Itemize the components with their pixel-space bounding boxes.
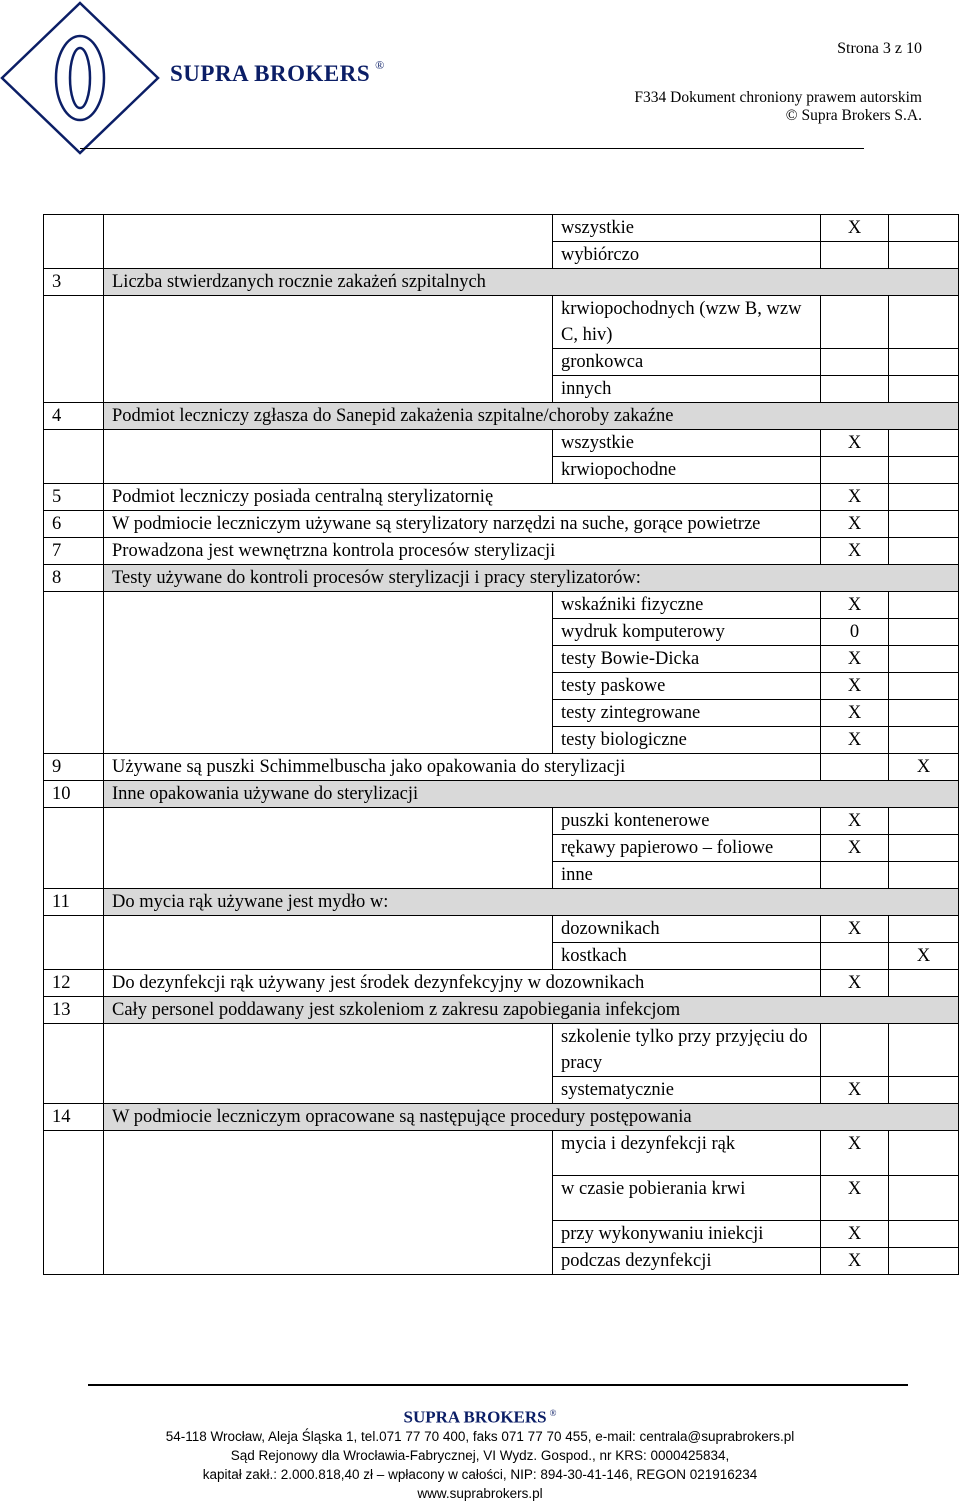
- question-row: [44, 889, 959, 916]
- answer-mark-yes: [821, 862, 889, 889]
- question-text: Liczba stwierdzanych rocznie zakażeń szpitalnych: [104, 269, 959, 296]
- question-number: 4: [44, 403, 104, 430]
- answer-mark-yes: X: [821, 1221, 889, 1248]
- empty-number-cell: [44, 430, 104, 484]
- answer-mark-no: [889, 1248, 959, 1275]
- survey-item-row: [44, 970, 959, 997]
- option-row: [44, 808, 959, 835]
- answer-mark-no: [889, 592, 959, 619]
- footer-capital: kapitał zakł.: 2.000.818,40 zł – wpłacony w całości, NIP: 894-30-41-146, REGON 021916234: [202, 1466, 758, 1482]
- answer-mark-yes: [821, 754, 889, 781]
- empty-label-cell: [104, 1131, 553, 1275]
- question-row: [44, 403, 959, 430]
- empty-label-cell: [104, 296, 553, 403]
- answer-mark-no: [889, 673, 959, 700]
- answer-mark-no: [889, 970, 959, 997]
- copyright-line: © Supra Brokers S.A.: [785, 107, 922, 124]
- option-label: testy zintegrowane: [553, 700, 821, 727]
- answer-mark-no: [889, 511, 959, 538]
- empty-number-cell: [44, 1131, 104, 1275]
- question-row: [44, 565, 959, 592]
- answer-mark-no: [889, 457, 959, 484]
- option-label: rękawy papierowo – foliowe: [553, 835, 821, 862]
- answer-mark-yes: X: [821, 538, 889, 565]
- answer-mark-yes: X: [821, 1131, 889, 1176]
- answer-mark-no: [889, 808, 959, 835]
- question-row: [44, 781, 959, 808]
- answer-mark-yes: [821, 1024, 889, 1077]
- option-label: podczas dezynfekcji: [553, 1248, 821, 1275]
- empty-label-cell: [104, 1024, 553, 1104]
- answer-mark-no: [889, 727, 959, 754]
- question-text: W podmiocie leczniczym opracowane są następujące procedury postępowania: [104, 1104, 959, 1131]
- answer-mark-no: [889, 646, 959, 673]
- empty-number-cell: [44, 592, 104, 754]
- document-id: [634, 89, 922, 125]
- answer-mark-yes: X: [821, 430, 889, 457]
- answer-mark-no: [889, 1024, 959, 1077]
- question-number: 14: [44, 1104, 104, 1131]
- question-text: Do mycia rąk używane jest mydło w:: [104, 889, 959, 916]
- item-number: 7: [44, 538, 104, 565]
- answer-mark-no: [889, 349, 959, 376]
- empty-label-cell: [104, 215, 553, 269]
- option-label: puszki kontenerowe: [553, 808, 821, 835]
- answer-mark-yes: X: [821, 700, 889, 727]
- option-label: gronkowca: [553, 349, 821, 376]
- answer-mark-yes: X: [821, 808, 889, 835]
- brand-name: SUPRA BROKERS ®: [170, 58, 385, 86]
- option-label: testy Bowie-Dicka: [553, 646, 821, 673]
- footer-divider: [88, 1384, 908, 1386]
- answer-mark-yes: X: [821, 484, 889, 511]
- answer-mark-no: [889, 1221, 959, 1248]
- answer-mark-yes: [821, 242, 889, 269]
- question-text: Testy używane do kontroli procesów sterylizacji i pracy sterylizatorów:: [104, 565, 959, 592]
- question-row: [44, 997, 959, 1024]
- option-label: krwiopochodne: [553, 457, 821, 484]
- question-number: 3: [44, 269, 104, 296]
- answer-mark-yes: X: [821, 1248, 889, 1275]
- answer-mark-yes: X: [821, 592, 889, 619]
- option-label: krwiopochodnych (wzw B, wzw C, hiv): [553, 296, 821, 349]
- option-row: [44, 296, 959, 349]
- empty-number-cell: [44, 296, 104, 403]
- answer-mark-yes: X: [821, 646, 889, 673]
- answer-mark-yes: [821, 943, 889, 970]
- document-id-line: F334 Dokument chroniony prawem autorskim: [634, 89, 922, 106]
- answer-mark-yes: X: [821, 1176, 889, 1221]
- item-number: 5: [44, 484, 104, 511]
- empty-number-cell: [44, 916, 104, 970]
- answer-mark-no: [889, 484, 959, 511]
- survey-item-row: [44, 538, 959, 565]
- option-row: [44, 430, 959, 457]
- page-number: Strona 3 z 10: [837, 40, 922, 57]
- option-label: inne: [553, 862, 821, 889]
- question-row: [44, 1104, 959, 1131]
- answer-mark-no: [889, 916, 959, 943]
- item-text: W podmiocie leczniczym używane są sterylizatory narzędzi na suche, gorące powietrze: [104, 511, 821, 538]
- option-label: testy biologiczne: [553, 727, 821, 754]
- answer-mark-no: [889, 619, 959, 646]
- footer-website: www.suprabrokers.pl: [417, 1485, 543, 1501]
- answer-mark-no: [889, 1176, 959, 1221]
- answer-mark-no: [889, 1077, 959, 1104]
- question-number: 8: [44, 565, 104, 592]
- question-number: 10: [44, 781, 104, 808]
- empty-label-cell: [104, 592, 553, 754]
- answer-mark-yes: [821, 296, 889, 349]
- survey-item-row: [44, 484, 959, 511]
- company-logo: [0, 0, 170, 155]
- empty-label-cell: [104, 808, 553, 889]
- option-label: wszystkie: [553, 430, 821, 457]
- answer-mark-yes: [821, 349, 889, 376]
- answer-mark-yes: X: [821, 916, 889, 943]
- item-text: Prowadzona jest wewnętrzna kontrola procesów sterylizacji: [104, 538, 821, 565]
- answer-mark-yes: 0: [821, 619, 889, 646]
- answer-mark-yes: X: [821, 673, 889, 700]
- empty-number-cell: [44, 215, 104, 269]
- header-divider: [80, 148, 864, 149]
- answer-mark-yes: X: [821, 215, 889, 242]
- option-row: [44, 592, 959, 619]
- item-number: 6: [44, 511, 104, 538]
- answer-mark-yes: X: [821, 970, 889, 997]
- option-row: [44, 1024, 959, 1077]
- footer-court: Sąd Rejonowy dla Wrocławia-Fabrycznej, VI Wydz. Gospod., nr KRS: 0000425834,: [230, 1447, 730, 1463]
- answer-mark-no: X: [889, 754, 959, 781]
- option-label: testy paskowe: [553, 673, 821, 700]
- item-text: Używane są puszki Schimmelbuscha jako opakowania do sterylizacji: [104, 754, 821, 781]
- option-label: wszystkie: [553, 215, 821, 242]
- answer-mark-yes: X: [821, 511, 889, 538]
- answer-mark-no: [889, 242, 959, 269]
- item-number: 9: [44, 754, 104, 781]
- footer-address: 54-118 Wrocław, Aleja Śląska 1, tel.071 77 70 400, faks 071 77 70 455, e-mail: centrala@suprabrokers.pl: [165, 1428, 795, 1444]
- answer-mark-no: [889, 376, 959, 403]
- empty-number-cell: [44, 808, 104, 889]
- answer-mark-no: [889, 296, 959, 349]
- option-row: [44, 916, 959, 943]
- option-label: dozownikach: [553, 916, 821, 943]
- footer-brand: SUPRA BROKERS ®: [403, 1407, 557, 1427]
- answer-mark-no: [889, 538, 959, 565]
- option-row: [44, 1131, 959, 1176]
- survey-table: [43, 214, 959, 1275]
- answer-mark-yes: X: [821, 835, 889, 862]
- empty-number-cell: [44, 1024, 104, 1104]
- option-label: wybiórczo: [553, 242, 821, 269]
- item-text: Podmiot leczniczy posiada centralną sterylizatornię: [104, 484, 821, 511]
- option-label: przy wykonywaniu iniekcji: [553, 1221, 821, 1248]
- question-number: 13: [44, 997, 104, 1024]
- answer-mark-no: [889, 430, 959, 457]
- answer-mark-yes: [821, 376, 889, 403]
- answer-mark-yes: X: [821, 727, 889, 754]
- option-label: systematycznie: [553, 1077, 821, 1104]
- empty-label-cell: [104, 916, 553, 970]
- answer-mark-no: [889, 700, 959, 727]
- survey-item-row: [44, 511, 959, 538]
- answer-mark-no: [889, 1131, 959, 1176]
- answer-mark-no: [889, 862, 959, 889]
- item-text: Do dezynfekcji rąk używany jest środek dezynfekcyjny w dozownikach: [104, 970, 821, 997]
- question-number: 11: [44, 889, 104, 916]
- empty-label-cell: [104, 430, 553, 484]
- page-footer: [0, 1404, 960, 1503]
- option-row: [44, 215, 959, 242]
- item-number: 12: [44, 970, 104, 997]
- option-label: kostkach: [553, 943, 821, 970]
- option-label: wydruk komputerowy: [553, 619, 821, 646]
- survey-item-row: [44, 754, 959, 781]
- option-label: szkolenie tylko przy przyjęciu do pracy: [553, 1024, 821, 1077]
- answer-mark-yes: [821, 457, 889, 484]
- question-row: [44, 269, 959, 296]
- answer-mark-no: X: [889, 943, 959, 970]
- option-label: mycia i dezynfekcji rąk: [553, 1131, 821, 1176]
- option-label: wskaźniki fizyczne: [553, 592, 821, 619]
- answer-mark-yes: X: [821, 1077, 889, 1104]
- question-text: Inne opakowania używane do sterylizacji: [104, 781, 959, 808]
- option-label: innych: [553, 376, 821, 403]
- question-text: Podmiot leczniczy zgłasza do Sanepid zakażenia szpitalne/choroby zakaźne: [104, 403, 959, 430]
- option-label: w czasie pobierania krwi: [553, 1176, 821, 1221]
- answer-mark-no: [889, 215, 959, 242]
- question-text: Cały personel poddawany jest szkoleniom z zakresu zapobiegania infekcjom: [104, 997, 959, 1024]
- answer-mark-no: [889, 835, 959, 862]
